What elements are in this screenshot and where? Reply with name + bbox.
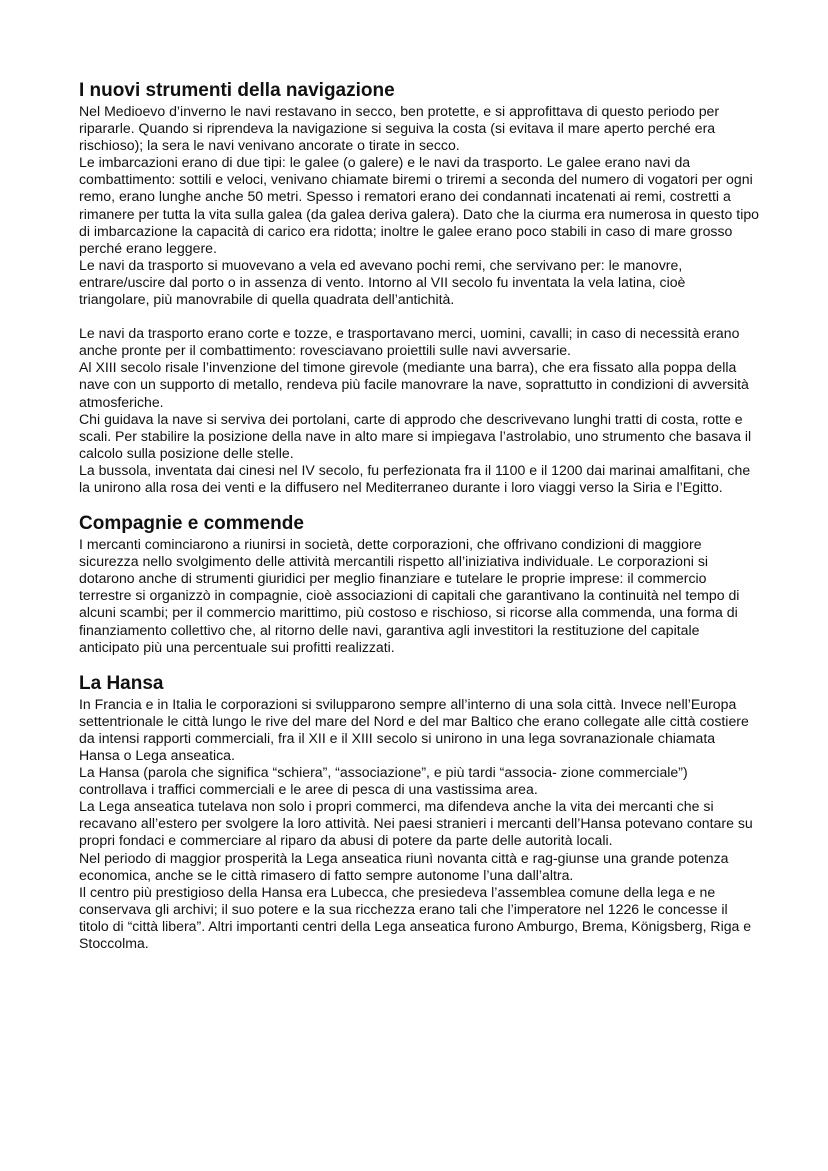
section-body	[79, 696, 759, 952]
section-navigazione	[79, 79, 759, 496]
paragraph: Le imbarcazioni erano di due tipi: le galee (o galere) e le navi da trasporto. Le galee erano navi da combattimento: sottili e veloci, venivano chiamate biremi o triremi a seconda del numero di vogatori per ogni remo, erano lunghe anche 50 metri. Spesso i rematori erano dei condannati incatenati ai remi, costretti a rimanere per tutta la vita sulla galea (da galea deriva galera). Dato che la ciurma era numerosa in questo tipo di imbarcazione la capacità di carico era ridotta; inoltre le galee erano poco stabili in caso di mare grosso perché erano leggere.	[79, 154, 760, 256]
paragraph: I mercanti cominciarono a riunirsi in società, dette corporazioni, che offrivano condizioni di maggiore sicurezza nello svolgimento delle attività mercantili rispetto all’iniziativa individuale. Le corporazioni si dotarono anche di strumenti giuridici per meglio finanziare e tutelare le proprie imprese: il commercio terrestre si organizzò in compagnie, cioè associazioni di capitali che garantivano la continuità nel tempo di alcuni scambi; per il commercio marittimo, più costoso e rischioso, si ricorse alla commenda, una forma di finanziamento collettivo che, al ritorno delle navi, garantiva agli investitori la restituzione del capitale anticipato più una percentuale sui profitti realizzati.	[79, 536, 740, 655]
section-body	[79, 536, 759, 656]
paragraph: Le navi da trasporto si muovevano a vela ed avevano pochi remi, che servivano per: le manovre, entrare/uscire dal porto o in assenza di vento. Intorno al VII secolo fu inventata la vela latina, cioè triangolare, più manovrabile di quella quadrata dell’antichità.	[79, 256, 686, 308]
paragraph: Il centro più prestigioso della Hansa era Lubecca, che presiedeva l’assemblea comune della lega e ne conservava gli archivi; il suo potere e la sua ricchezza erano tali che l’imperatore nel 1226 le concesse il titolo di “città libera”. Altri importanti centri della Lega anseatica furono Amburgo, Brema, Königsberg, Riga e Stoccolma.	[79, 883, 752, 952]
document-page	[79, 79, 759, 952]
paragraph: La Hansa (parola che significa “schiera”, “associazione”, e più tardi “associa- zione commerciale”) controllava i traffici commerciali e le aree di pesca di una vastissima area.	[79, 764, 688, 798]
paragraph: Nel periodo di maggior prosperità la Lega anseatica riunì novanta città e rag-giunse una grande potenza economica, anche se le città rimasero di fatto sempre autonome l’una dall’altra.	[79, 849, 729, 883]
paragraph: Al XIII secolo risale l’invenzione del timone girevole (mediante una barra), che era fissato alla poppa della nave con un supporto di metallo, rendeva più facile manovrare la nave, soprattutto in condizioni di avversità atmosferiche.	[79, 359, 749, 410]
section-title: I nuovi strumenti della navigazione	[79, 80, 395, 101]
paragraph: La bussola, inventata dai cinesi nel IV secolo, fu perfezionata fra il 1100 e il 1200 dai marinai amalfitani, che la unirono alla rosa dei venti e la diffusero nel Mediterraneo durante i loro viaggi verso la Siria e l’Egitto.	[79, 461, 751, 495]
paragraph: In Francia e in Italia le corporazioni si svilupparono sempre all’interno di una sola città. Invece nell’Europa settentrionale le città lungo le rive del mare del Nord e del mar Baltico che erano collegate alle città costiere da intensi rapporti commerciali, fra il XII e il XIII secolo si unirono in una lega sovranazionale chiamata Hansa o Lega anseatica.	[79, 695, 749, 763]
section-hansa	[79, 672, 759, 952]
section-title: La Hansa	[79, 672, 164, 694]
paragraph: La Lega anseatica tutelava non solo i propri commerci, ma difendeva anche la vita dei mercanti che si recavano all’estero per svolgere la loro attività. Nei paesi stranieri i mercanti dell’Hansa potevano contare su propri fondaci e commerciare al riparo da abusi di potere da parte delle autorità locali.	[79, 798, 753, 849]
paragraph: Nel Medioevo d’inverno le navi restavano in secco, ben protette, e si approfittava di questo periodo per ripararle. Quando si riprendeva la navigazione si seguiva la costa (si evitava il mare aperto perché era rischioso); la sera le navi venivano ancorate o tirate in secco.	[79, 103, 720, 154]
section-compagnie	[79, 512, 759, 656]
section-body	[79, 103, 759, 496]
paragraph: Le navi da trasporto erano corte e tozze, e trasportavano merci, uomini, cavalli; in caso di necessità erano anche pronte per il combattimento: rovesciavano proiettili sulle navi avversarie.	[79, 325, 740, 359]
section-title: Compagnie e commende	[79, 513, 304, 535]
paragraph-gap	[79, 308, 759, 325]
paragraph: Chi guidava la nave si serviva dei portolani, carte di approdo che descrivevano lunghi tratti di costa, rotte e scali. Per stabilire la posizione della nave in alto mare si impiegava l’astrolabio, uno strumento che basava il calcolo sulla posizione delle stelle.	[79, 410, 752, 461]
